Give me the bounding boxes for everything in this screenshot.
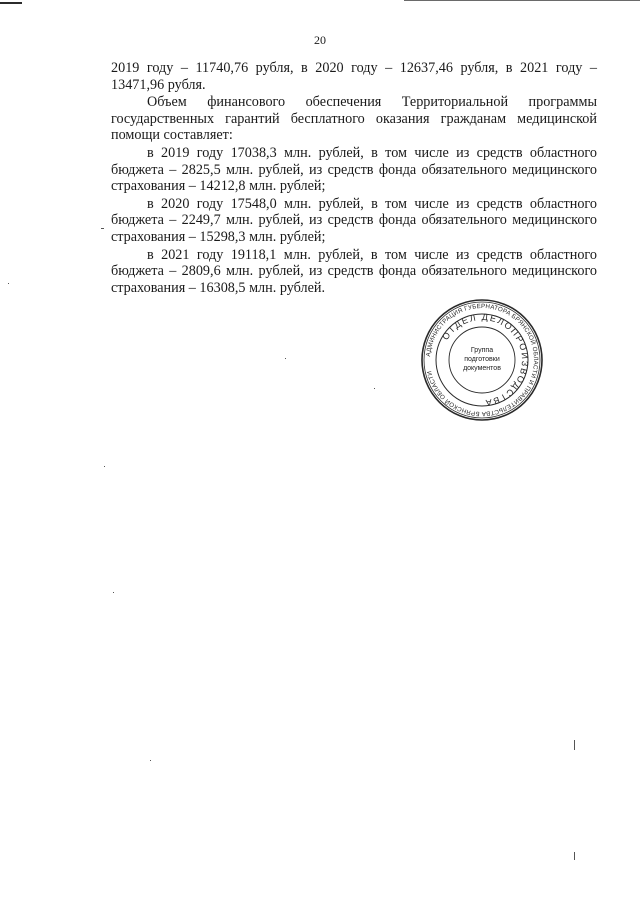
stamp-inner-text: ОТДЕЛ ДЕЛОПРОИЗВОДСТВА [440,311,531,409]
stamp-center-line: документов [463,364,501,372]
scan-speck [374,388,375,389]
scan-speck [113,592,114,593]
page-number: 20 [314,33,326,47]
paragraph-financing-2021: в 2021 году 19118,1 млн. рублей, в том числе из средств областного бюджета – 2809,6 млн. рублей, из средств фонда обязательного медицинского страхования – 16308,5 млн. рублей. [111,246,597,296]
stamp-center-label [452,338,512,380]
paragraph-financing-intro: Объем финансового обеспечения Территориальной программы государственных гарантий бесплатного оказания гражданам медицинской помощи составляет: [111,94,597,144]
scan-speck [104,466,105,467]
stamp-outer-text: АДМИНИСТРАЦИЯ ГУБЕРНАТОРА БРЯНСКОЙ ОБЛАСТИ И ПРАВИТЕЛЬСТВА БРЯНСКОЙ ОБЛАСТИ [425,302,540,418]
scan-speck [574,852,575,860]
stamp-center-line: Группа [470,346,494,354]
office-stamp [420,298,544,422]
scan-speck [150,760,151,761]
scan-speck [574,740,575,750]
paragraph-per-capita-cost: 2019 году – 11740,76 рубля, в 2020 году – 12637,46 рубля, в 2021 году – 13471,96 рубля. [111,60,597,93]
scan-edge-mark-right [404,0,640,1]
paragraph-financing-2019: в 2019 году 17038,3 млн. рублей, в том числе из средств областного бюджета – 2825,5 млн. рублей, из средств фонда обязательного медицинского страхования – 14212,8 млн. рублей; [111,144,597,195]
scan-speck [101,228,104,229]
scan-speck [285,358,286,359]
document-body [111,60,597,297]
paragraph-financing-2020: в 2020 году 17548,0 млн. рублей, в том числе из средств областного бюджета – 2249,7 млн. рублей, из средств фонда обязательного медицинского страхования – 15298,3 млн. рублей; [111,195,597,245]
scan-edge-mark-left [0,2,22,4]
scan-speck [8,283,9,284]
stamp-center-line: подготовки [464,355,500,363]
